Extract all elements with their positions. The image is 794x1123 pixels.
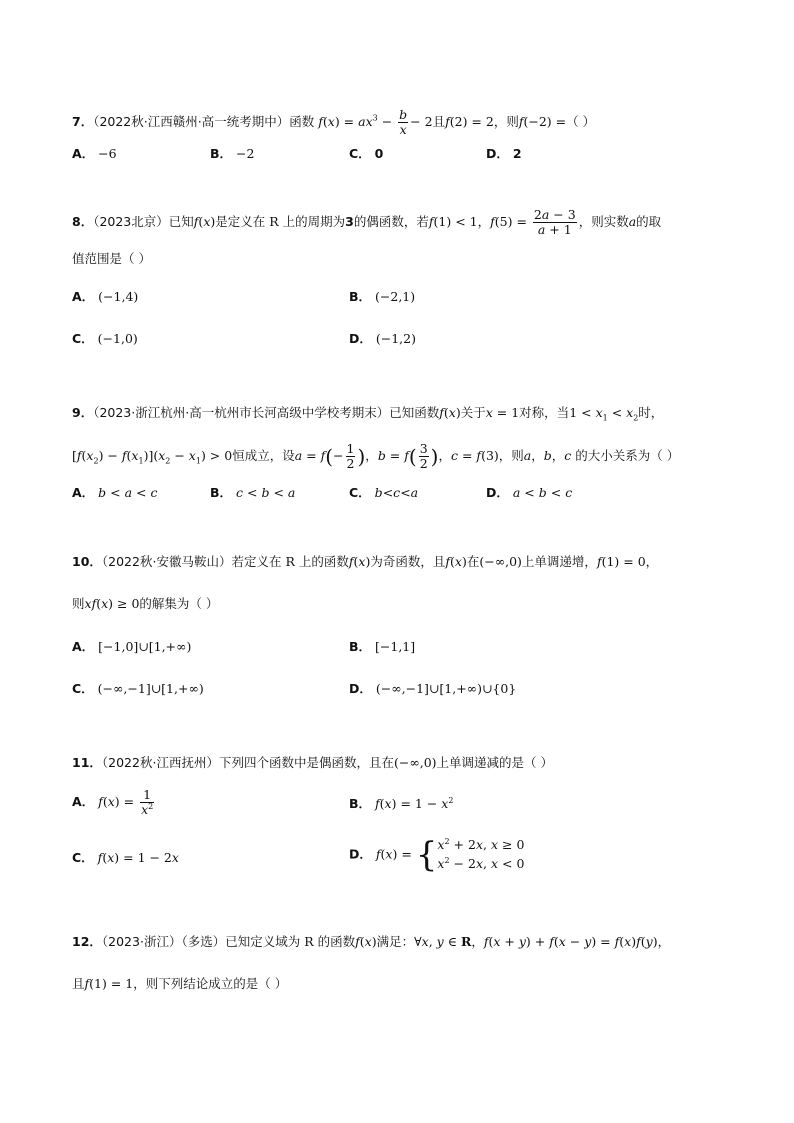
q7-option-c: C． 0 bbox=[349, 146, 384, 161]
q10-number: 10． bbox=[72, 554, 102, 569]
q8-stem-line2: 值范围是（ ） bbox=[72, 251, 151, 266]
q12-number: 12． bbox=[72, 934, 102, 949]
q11-stem: 11．（2022秋·江西抚州）下列四个函数中是偶函数，且在(−∞,0)上单调递减的是（ ） bbox=[72, 755, 554, 770]
q11-option-c: C． f(x) = 1 − 2x bbox=[72, 850, 179, 865]
q11-option-a: A． f(x) = $\frac{1}{x^2}$ bbox=[72, 787, 154, 817]
q9-option-a: A． b < a < c bbox=[72, 485, 158, 500]
q8-option-a: A． (−1,4) bbox=[72, 289, 139, 304]
q9-stem-line2: $[f(x_2) - f(x_1)](x_2 - x_1) > 0$恒成立，设a = f(− $\frac{1}{2}$ )，b = f( $\frac{3}{2}$ )，c = f(3)，则a，b，c 的大小关系为（ ） bbox=[72, 441, 680, 471]
q10-stem: 10．（2022秋·安徽马鞍山）若定义在 R 上的函数f(x)为奇函数，且f(x)在(−∞,0)上单调递增，f(1) = 0， bbox=[72, 554, 659, 569]
q8-stem: 8．（2023北京）已知f(x)是定义在 R 上的周期为3的偶函数，若f(1) < 1，f(5) = $\frac{2a - 3}{a + 1}$ ，则实数a的取 bbox=[72, 207, 662, 237]
q7-number: 7． bbox=[72, 113, 94, 129]
q11-option-d: D． f(x) = { $x^2 + 2x$, x ≥ 0 $x^2 - 2x$, x < 0 bbox=[349, 834, 525, 875]
q9-stem: 9．（2023·浙江杭州·高一杭州市长河高级中学校考期末）已知函数f(x)关于x = 1对称，当$1 < x_1 < x_2$时， bbox=[72, 405, 664, 423]
q10-option-d: D． (−∞,−1]∪[1,+∞)∪{0} bbox=[349, 681, 517, 696]
q9-option-c: C． b<c<a bbox=[349, 485, 419, 500]
q8-number: 8． bbox=[72, 213, 94, 229]
q7-option-d: D． 2 bbox=[486, 146, 522, 161]
q9-number: 9． bbox=[72, 405, 94, 420]
q10-source: （2022秋·安徽马鞍山） bbox=[101, 554, 232, 569]
q7-option-b: B． −2 bbox=[210, 146, 255, 161]
q8-source: （2023北京） bbox=[93, 213, 169, 229]
q10-option-b: B． [−1,1] bbox=[349, 639, 416, 654]
q11-source: （2022秋·江西抚州） bbox=[101, 755, 219, 770]
q9-option-b: B． c < b < a bbox=[210, 485, 296, 500]
q12-multi-tag: （多选） bbox=[181, 934, 226, 949]
q7-formula: f bbox=[318, 113, 323, 129]
q9-source: （2023·浙江杭州·高一杭州市长河高级中学校考期末） bbox=[93, 405, 390, 420]
q8-option-c: C． (−1,0) bbox=[72, 331, 138, 346]
q8-option-b: B． (−2,1) bbox=[349, 289, 416, 304]
q9-option-d: D． a < b < c bbox=[486, 485, 573, 500]
q11-option-b: B． $f(x) = 1 - x^2$ bbox=[349, 796, 454, 812]
q11-number: 11． bbox=[72, 755, 102, 770]
q7-option-a: A． −6 bbox=[72, 146, 117, 161]
q7-source: （2022秋·江西赣州·高一统考期中） bbox=[93, 113, 290, 129]
q8-option-d: D． (−1,2) bbox=[349, 331, 416, 346]
q10-option-a: A． [−1,0]∪[1,+∞) bbox=[72, 639, 192, 654]
q12-stem: 12．（2023·浙江）（多选）已知定义域为 R 的函数f(x)满足：∀x, y ∈ R，f(x + y) + f(x − y) = f(x)f(y)， bbox=[72, 934, 671, 949]
q12-source: （2023·浙江） bbox=[101, 934, 182, 949]
q10-option-c: C． (−∞,−1]∪[1,+∞) bbox=[72, 681, 204, 696]
q7-stem: 7．（2022秋·江西赣州·高一统考期中）函数 $f(x) = ax^3$ − $\frac{b}{x}$ − 2且f(2) = 2，则f(−2) =（ ） bbox=[72, 107, 596, 137]
q10-stem-line2: 则xf(x) ≥ 0的解集为（ ） bbox=[72, 596, 219, 611]
q7-blank: （ ） bbox=[566, 113, 596, 129]
q12-stem-line2: 且f(1) = 1，则下列结论成立的是（ ） bbox=[72, 976, 288, 991]
